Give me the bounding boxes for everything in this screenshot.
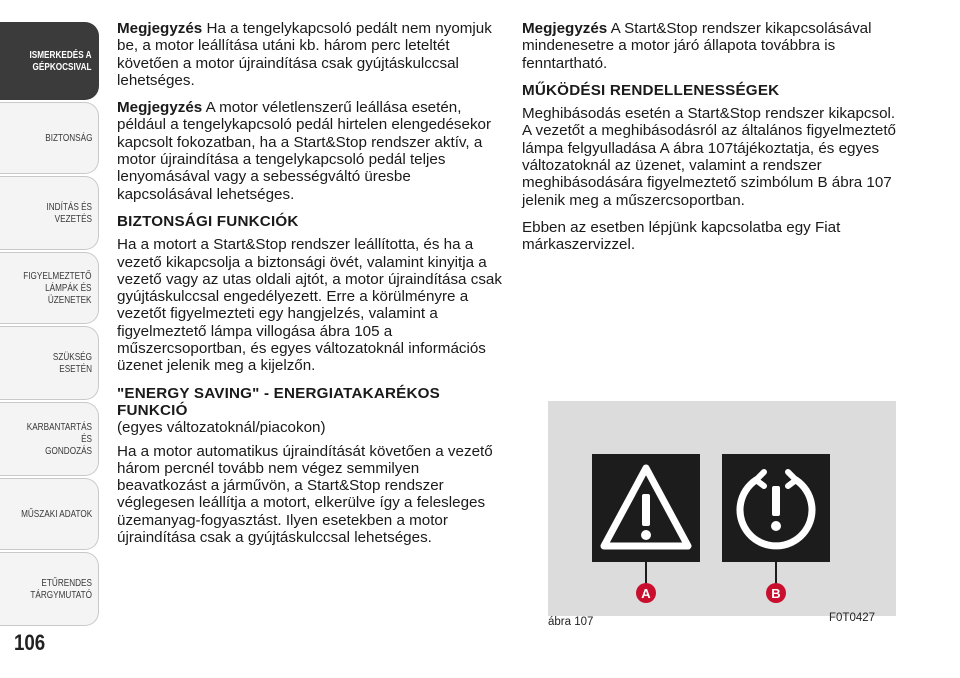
figure-caption: ábra 107 — [548, 616, 594, 628]
callout-b: B — [766, 583, 786, 603]
note-lead: Megjegyzés — [117, 99, 203, 117]
tab-targymutato[interactable] — [0, 552, 99, 626]
tab-figyelmezteto[interactable] — [0, 252, 99, 324]
tab-label: ETŰRENDES TÁRGYMUTATÓ — [30, 577, 92, 601]
note-text: Ha a tengelykapcsoló pedált nem nyomjuk be, a motor leállítása utáni kb. három perc leteltét követően a motor újraindítása csak gyújtáskulccsal lehetséges. — [117, 20, 492, 89]
energy-text: Ha a motor automatikus újraindítását követően a vezető három percnél tovább nem végez semmilyen beavatkozást a járművön, a Start&Stop rendszer véglegesen leállítja a motort, elkerülve így a felesleges üzemanyag-fogyasztást. Ilyen esetekben a motor újraindítása csak a gyújtáskulccsal lehetséges. — [117, 442, 493, 547]
figure-code: F0T0427 — [829, 612, 876, 624]
note-2 — [117, 99, 502, 203]
left-column — [117, 20, 502, 556]
tab-biztonsag[interactable] — [0, 102, 99, 174]
callout-a: A — [636, 583, 656, 603]
note-lead: Megjegyzés — [117, 20, 203, 37]
tab-label: MŰSZAKI ADATOK — [20, 508, 92, 520]
tab-label: BIZTONSÁG — [44, 132, 92, 144]
note-text: A Start&Stop rendszer kikapcsolásával mindenesetre a motor járó állapota továbbra is fenntartható. — [522, 20, 872, 72]
fault-text-2: Ebben az esetben lépjünk kapcsolatba egy Fiat márkaszervizzel. — [522, 218, 841, 254]
tab-label: INDÍTÁS ÉS VEZETÉS — [46, 201, 92, 225]
start-stop-failure-icon — [722, 454, 830, 562]
callout-line-b — [775, 562, 777, 584]
right-column — [522, 20, 897, 264]
note-lead: Megjegyzés — [522, 20, 608, 37]
figure-107 — [548, 401, 896, 616]
energy-subheading: (egyes változatoknál/piacokon) — [117, 419, 326, 437]
tab-label: ISMERKEDÉS A GÉPKOCSIVAL — [29, 49, 92, 73]
safety-heading: BIZTONSÁGI FUNKCIÓK — [117, 212, 299, 230]
page-number: 106 — [14, 630, 46, 655]
callout-line-a — [645, 562, 647, 584]
note-1 — [117, 20, 502, 89]
note-text: A motor véletlenszerű leállása esetén, például a tengelykapcsoló pedál hirtelen elengedésekor kapcsolt fokozatban, ha a Start&Stop rendszer aktív, a motor újraindítása a tengelykapcsoló pedál teljes lenyomásával vagy a sebességváltó üresbe kapcsolásával lehetséges. — [117, 99, 492, 203]
tab-label: SZÜKSÉG ESETÉN — [52, 351, 92, 375]
tab-muszaki[interactable] — [0, 478, 99, 550]
tab-szukseg[interactable] — [0, 326, 99, 400]
tab-label: KARBANTARTÁS ÉS GONDOZÁS — [26, 421, 93, 457]
energy-heading: "ENERGY SAVING" - ENERGIATAKARÉKOS FUNKCIÓ — [117, 384, 441, 419]
tab-karbantartas[interactable] — [0, 402, 99, 476]
tab-inditas[interactable] — [0, 176, 99, 250]
warning-triangle-icon — [592, 454, 700, 562]
safety-text: Ha a motort a Start&Stop rendszer leállította, és ha a vezető kikapcsolja a biztonsági övét, valamint kinyitja a vezető vagy az utas oldali ajtót, a motor újraindítása csak gyújtáskulccsal engedélyezett. Erre a körülményre a vezetőt figyelmezteti egy hangjelzés, valamint a figyelmeztető lámpa villogása ábra 105 a műszercsoportban, és egyes változatoknál információs üzenet jelenik meg a kijelzőn. — [117, 236, 502, 375]
fault-heading: MŰKÖDÉSI RENDELLENESSÉGEK — [522, 81, 780, 99]
note-3 — [522, 20, 897, 72]
tab-label: FIGYELMEZTETŐ LÁMPÁK ÉS ÜZENETEK — [23, 270, 92, 306]
fault-text-1: Meghibásodás esetén a Start&Stop rendszer kikapcsol. A vezetőt a meghibásodásról az általános figyelmeztető lámpa felgyulladása A ábra 107tájékoztatja, és egyes változatoknál az üzenet, valamint a rendszer meghibásodására figyelmeztető szimbólum B ábra 107 jelenik meg a műszercsoportban. — [522, 105, 896, 209]
tab-ismerkedes[interactable] — [0, 22, 99, 100]
